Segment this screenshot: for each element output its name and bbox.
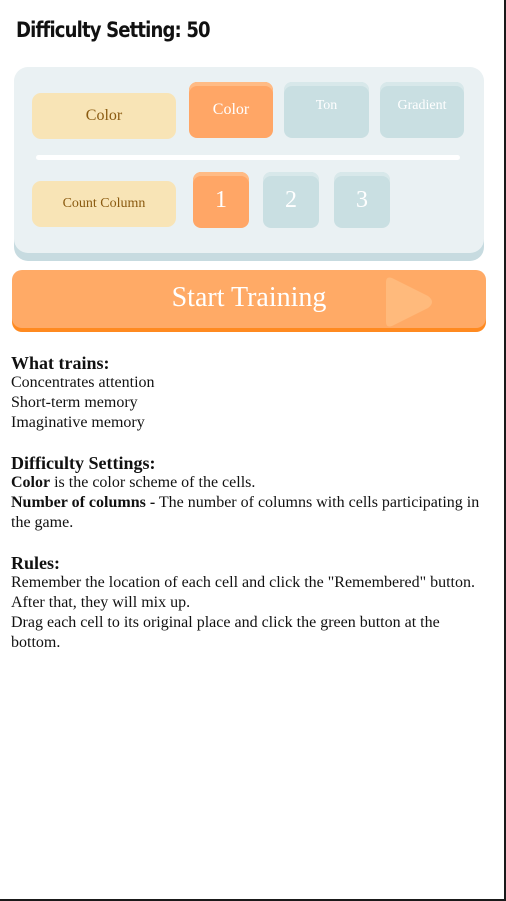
color-setting-label: Color <box>32 93 176 139</box>
settings-panel <box>14 67 484 253</box>
color-option-gradient[interactable] <box>380 82 464 138</box>
what-trains-heading: What trains: <box>11 353 110 373</box>
column-option-label: 3 <box>356 186 368 213</box>
columns-description <box>11 493 491 533</box>
color-option-ton[interactable] <box>284 82 369 138</box>
trains-item: Short-term memory <box>11 394 138 411</box>
column-option-2[interactable] <box>263 172 319 228</box>
difficulty-settings-heading: Difficulty Settings: <box>11 453 156 473</box>
color-option-label: Ton <box>315 98 338 113</box>
column-option-1[interactable] <box>193 172 249 228</box>
rules-line: After that, they will mix up. <box>11 594 191 611</box>
rules-line: Remember the location of each cell and click the "Remembered" button. <box>11 574 475 591</box>
play-icon <box>374 276 434 328</box>
color-option-label: Color <box>212 101 250 118</box>
start-training-button[interactable] <box>12 270 486 328</box>
color-term: Color <box>11 474 51 491</box>
color-option-color[interactable] <box>189 82 273 138</box>
column-option-label: 2 <box>285 186 297 213</box>
trains-item: Concentrates attention <box>11 374 155 391</box>
color-desc: is the color scheme of the cells. <box>50 474 256 491</box>
trains-item: Imaginative memory <box>11 414 145 431</box>
page-title: Difficulty Setting: 50 <box>16 18 210 42</box>
rules-line: Drag each cell to its original place and click the green button at the bottom. <box>11 614 440 651</box>
column-option-label: 1 <box>215 186 227 213</box>
columns-term: Number of columns - <box>11 494 156 511</box>
columns-desc: The number of columns with cells participating in the game. <box>11 494 480 531</box>
column-option-3[interactable] <box>334 172 390 228</box>
start-training-label: Start Training <box>171 282 327 313</box>
rules-heading: Rules: <box>11 553 60 573</box>
info-section <box>11 353 491 653</box>
color-option-label: Gradient <box>397 98 447 113</box>
settings-divider <box>36 155 460 160</box>
color-description <box>11 473 491 493</box>
count-column-label: Count Column <box>32 181 176 227</box>
